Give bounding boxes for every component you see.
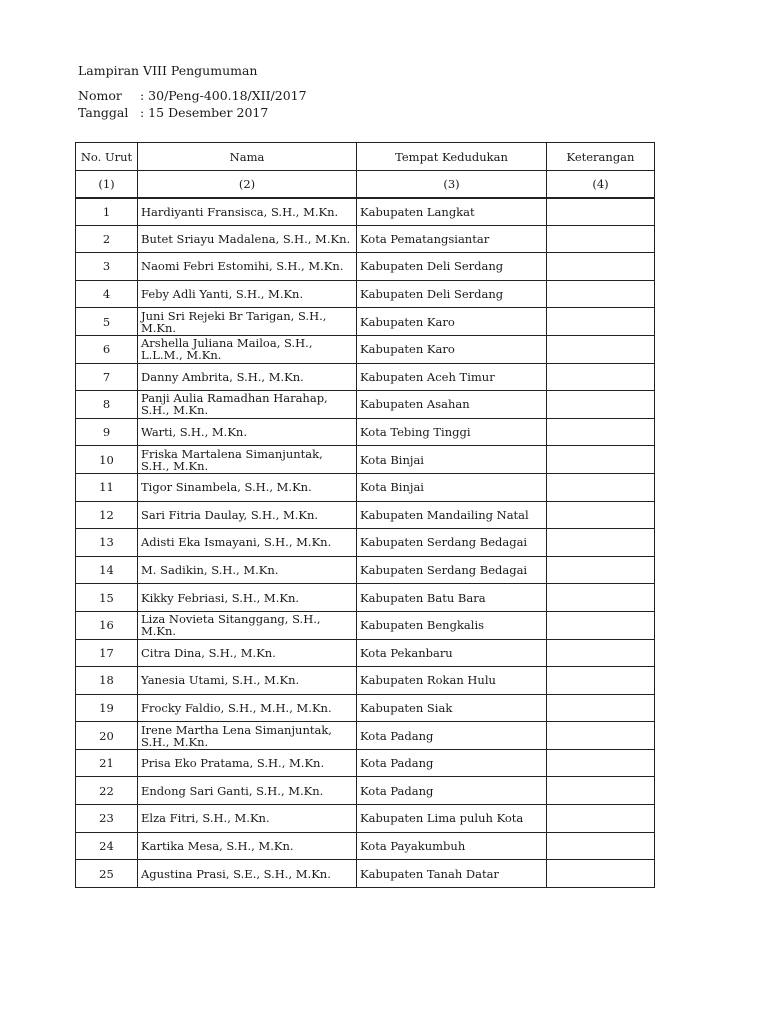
row-tempat-kedudukan: Kabupaten Bengkalis — [357, 611, 547, 639]
row-nama: Danny Ambrita, S.H., M.Kn. — [138, 363, 357, 391]
nomor-value: : 30/Peng-400.18/XII/2017 — [140, 88, 307, 103]
row-keterangan — [547, 198, 655, 226]
header-tempat-kedudukan: Tempat Kedudukan — [357, 143, 547, 171]
document-header — [78, 62, 307, 121]
table-row — [76, 363, 655, 391]
row-keterangan — [547, 363, 655, 391]
row-keterangan — [547, 694, 655, 722]
row-number: 12 — [76, 501, 138, 529]
row-number: 8 — [76, 391, 138, 419]
row-number: 22 — [76, 777, 138, 805]
row-nama: Tigor Sinambela, S.H., M.Kn. — [138, 473, 357, 501]
row-tempat-kedudukan: Kabupaten Serdang Bedagai — [357, 529, 547, 557]
row-nama: Agustina Prasi, S.E., S.H., M.Kn. — [138, 860, 357, 888]
row-number: 23 — [76, 805, 138, 833]
column-number-1: (1) — [76, 171, 138, 198]
row-nama: Elza Fitri, S.H., M.Kn. — [138, 805, 357, 833]
row-tempat-kedudukan: Kota Padang — [357, 722, 547, 750]
row-nama: Panji Aulia Ramadhan Harahap, S.H., M.Kn. — [138, 391, 357, 419]
table-row — [76, 860, 655, 888]
row-tempat-kedudukan: Kota Binjai — [357, 473, 547, 501]
row-nama: Adisti Eka Ismayani, S.H., M.Kn. — [138, 529, 357, 557]
table-row — [76, 777, 655, 805]
row-nama: Kikky Febriasi, S.H., M.Kn. — [138, 584, 357, 612]
row-tempat-kedudukan: Kabupaten Rokan Hulu — [357, 667, 547, 695]
row-number: 16 — [76, 611, 138, 639]
table-row — [76, 391, 655, 419]
row-keterangan — [547, 473, 655, 501]
table-row — [76, 529, 655, 557]
row-tempat-kedudukan: Kabupaten Deli Serdang — [357, 253, 547, 281]
row-number: 14 — [76, 556, 138, 584]
table-row — [76, 556, 655, 584]
table-row — [76, 584, 655, 612]
row-nama: Kartika Mesa, S.H., M.Kn. — [138, 832, 357, 860]
row-tempat-kedudukan: Kabupaten Asahan — [357, 391, 547, 419]
row-nama: Sari Fitria Daulay, S.H., M.Kn. — [138, 501, 357, 529]
row-tempat-kedudukan: Kabupaten Siak — [357, 694, 547, 722]
row-keterangan — [547, 335, 655, 363]
row-number: 3 — [76, 253, 138, 281]
table-row — [76, 667, 655, 695]
row-nama: Prisa Eko Pratama, S.H., M.Kn. — [138, 749, 357, 777]
table-row — [76, 225, 655, 253]
row-number: 19 — [76, 694, 138, 722]
column-number-4: (4) — [547, 171, 655, 198]
header-nama: Nama — [138, 143, 357, 171]
row-tempat-kedudukan: Kabupaten Serdang Bedagai — [357, 556, 547, 584]
row-keterangan — [547, 722, 655, 750]
row-nama: Warti, S.H., M.Kn. — [138, 418, 357, 446]
row-keterangan — [547, 805, 655, 833]
row-number: 5 — [76, 308, 138, 336]
row-keterangan — [547, 253, 655, 281]
row-keterangan — [547, 584, 655, 612]
row-nama: Butet Sriayu Madalena, S.H., M.Kn. — [138, 225, 357, 253]
row-nama: Irene Martha Lena Simanjuntak, S.H., M.Kn. — [138, 722, 357, 750]
nomor-line — [78, 87, 307, 104]
row-nama: M. Sadikin, S.H., M.Kn. — [138, 556, 357, 584]
table-row — [76, 694, 655, 722]
row-nama: Citra Dina, S.H., M.Kn. — [138, 639, 357, 667]
header-no-urut: No. Urut — [76, 143, 138, 171]
row-nama: Feby Adli Yanti, S.H., M.Kn. — [138, 280, 357, 308]
row-number: 6 — [76, 335, 138, 363]
row-number: 13 — [76, 529, 138, 557]
row-keterangan — [547, 501, 655, 529]
row-nama: Hardiyanti Fransisca, S.H., M.Kn. — [138, 198, 357, 226]
table-row — [76, 639, 655, 667]
row-keterangan — [547, 391, 655, 419]
row-tempat-kedudukan: Kota Pekanbaru — [357, 639, 547, 667]
row-number: 17 — [76, 639, 138, 667]
table-row — [76, 308, 655, 336]
table-header-row — [76, 143, 655, 171]
row-nama: Juni Sri Rejeki Br Tarigan, S.H., M.Kn. — [138, 308, 357, 336]
row-keterangan — [547, 860, 655, 888]
table-row — [76, 418, 655, 446]
table-row — [76, 501, 655, 529]
table-row — [76, 198, 655, 226]
row-keterangan — [547, 832, 655, 860]
row-number: 9 — [76, 418, 138, 446]
tanggal-line — [78, 104, 307, 121]
tanggal-value: : 15 Desember 2017 — [140, 105, 269, 120]
row-number: 21 — [76, 749, 138, 777]
table-body — [76, 198, 655, 888]
table-row — [76, 446, 655, 474]
row-keterangan — [547, 446, 655, 474]
row-tempat-kedudukan: Kabupaten Lima puluh Kota — [357, 805, 547, 833]
row-tempat-kedudukan: Kabupaten Karo — [357, 335, 547, 363]
announcement-table — [75, 142, 655, 888]
row-number: 7 — [76, 363, 138, 391]
table-row — [76, 473, 655, 501]
row-number: 18 — [76, 667, 138, 695]
table-row — [76, 722, 655, 750]
row-number: 2 — [76, 225, 138, 253]
row-tempat-kedudukan: Kabupaten Aceh Timur — [357, 363, 547, 391]
row-keterangan — [547, 225, 655, 253]
table-row — [76, 832, 655, 860]
row-keterangan — [547, 777, 655, 805]
row-tempat-kedudukan: Kabupaten Langkat — [357, 198, 547, 226]
column-number-row — [76, 171, 655, 198]
row-tempat-kedudukan: Kota Pematangsiantar — [357, 225, 547, 253]
row-tempat-kedudukan: Kota Payakumbuh — [357, 832, 547, 860]
row-tempat-kedudukan: Kabupaten Tanah Datar — [357, 860, 547, 888]
row-number: 20 — [76, 722, 138, 750]
table-row — [76, 749, 655, 777]
row-keterangan — [547, 556, 655, 584]
document-title: Lampiran VIII Pengumuman — [78, 63, 258, 78]
row-nama: Friska Martalena Simanjuntak, S.H., M.Kn. — [138, 446, 357, 474]
tanggal-label: Tanggal — [78, 105, 129, 120]
row-number: 1 — [76, 198, 138, 226]
row-nama: Yanesia Utami, S.H., M.Kn. — [138, 667, 357, 695]
row-number: 25 — [76, 860, 138, 888]
row-keterangan — [547, 529, 655, 557]
row-nama: Frocky Faldio, S.H., M.H., M.Kn. — [138, 694, 357, 722]
row-number: 10 — [76, 446, 138, 474]
row-number: 15 — [76, 584, 138, 612]
row-number: 4 — [76, 280, 138, 308]
nomor-label: Nomor — [78, 88, 122, 103]
table-row — [76, 611, 655, 639]
row-keterangan — [547, 308, 655, 336]
table-row — [76, 253, 655, 281]
row-tempat-kedudukan: Kota Padang — [357, 749, 547, 777]
row-tempat-kedudukan: Kabupaten Mandailing Natal — [357, 501, 547, 529]
table-row — [76, 335, 655, 363]
row-tempat-kedudukan: Kabupaten Batu Bara — [357, 584, 547, 612]
row-tempat-kedudukan: Kota Tebing Tinggi — [357, 418, 547, 446]
row-nama: Arshella Juliana Mailoa, S.H., L.L.M., M.Kn. — [138, 335, 357, 363]
column-number-2: (2) — [138, 171, 357, 198]
row-nama: Endong Sari Ganti, S.H., M.Kn. — [138, 777, 357, 805]
row-number: 24 — [76, 832, 138, 860]
row-keterangan — [547, 611, 655, 639]
row-tempat-kedudukan: Kota Binjai — [357, 446, 547, 474]
row-nama: Liza Novieta Sitanggang, S.H., M.Kn. — [138, 611, 357, 639]
row-keterangan — [547, 667, 655, 695]
row-tempat-kedudukan: Kabupaten Karo — [357, 308, 547, 336]
row-tempat-kedudukan: Kabupaten Deli Serdang — [357, 280, 547, 308]
row-keterangan — [547, 280, 655, 308]
table-row — [76, 805, 655, 833]
column-number-3: (3) — [357, 171, 547, 198]
row-keterangan — [547, 639, 655, 667]
row-keterangan — [547, 749, 655, 777]
table-row — [76, 280, 655, 308]
row-nama: Naomi Febri Estomihi, S.H., M.Kn. — [138, 253, 357, 281]
row-number: 11 — [76, 473, 138, 501]
row-tempat-kedudukan: Kota Padang — [357, 777, 547, 805]
header-keterangan: Keterangan — [547, 143, 655, 171]
row-keterangan — [547, 418, 655, 446]
